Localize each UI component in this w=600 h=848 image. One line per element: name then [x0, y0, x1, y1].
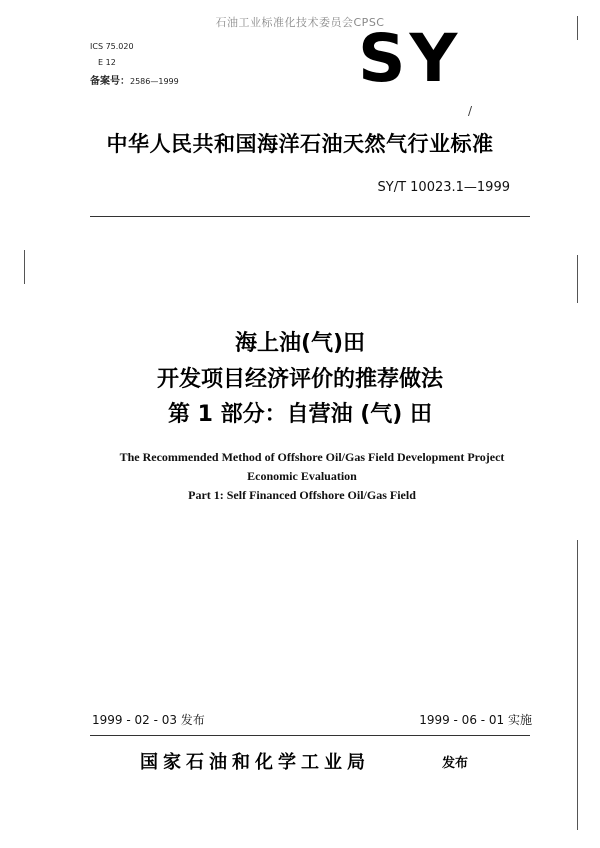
issue-date: 1999 - 02 - 03 发布 [92, 713, 205, 727]
title-zh-line-2: 开发项目经济评价的推荐做法 [156, 367, 443, 392]
title-zh-line-1: 海上油(气)田 [234, 331, 366, 356]
scan-mark [577, 16, 578, 40]
title-en-line-2: Economic Evaluation [247, 469, 357, 483]
ics-code: ICS 75.020 [90, 42, 134, 51]
logo-mark: / [468, 104, 473, 118]
scan-mark [24, 250, 25, 284]
bottom-divider [90, 735, 530, 736]
title-zh-line-3: 第 1 部分：自营油 (气) 田 [167, 402, 433, 427]
title-en-line-3: Part 1: Self Financed Offshore Oil/Gas Field [188, 488, 416, 502]
filing-label: 备案号： [90, 76, 130, 87]
filing-record [90, 72, 179, 87]
title-en-line-1: The Recommended Method of Offshore Oil/Gas Field Development Project [119, 450, 505, 464]
scan-mark [577, 540, 578, 830]
implementation-date: 1999 - 06 - 01 实施 [419, 713, 532, 727]
scan-mark [577, 255, 578, 303]
watermark-text: 石油工业标准化技术委员会CPSC [215, 16, 385, 29]
issuing-suffix: 发布 [442, 756, 469, 771]
filing-number: 2586—1999 [130, 77, 179, 86]
issuing-authority: 国家石油和化学工业局 [140, 752, 370, 773]
standard-number: SY/T 10023.1—1999 [377, 180, 510, 195]
ccs-code: E 12 [98, 58, 116, 67]
top-divider [90, 216, 530, 217]
standard-category: 中华人民共和国海洋石油天然气行业标准 [106, 132, 494, 156]
sy-logo: SY [358, 20, 462, 97]
